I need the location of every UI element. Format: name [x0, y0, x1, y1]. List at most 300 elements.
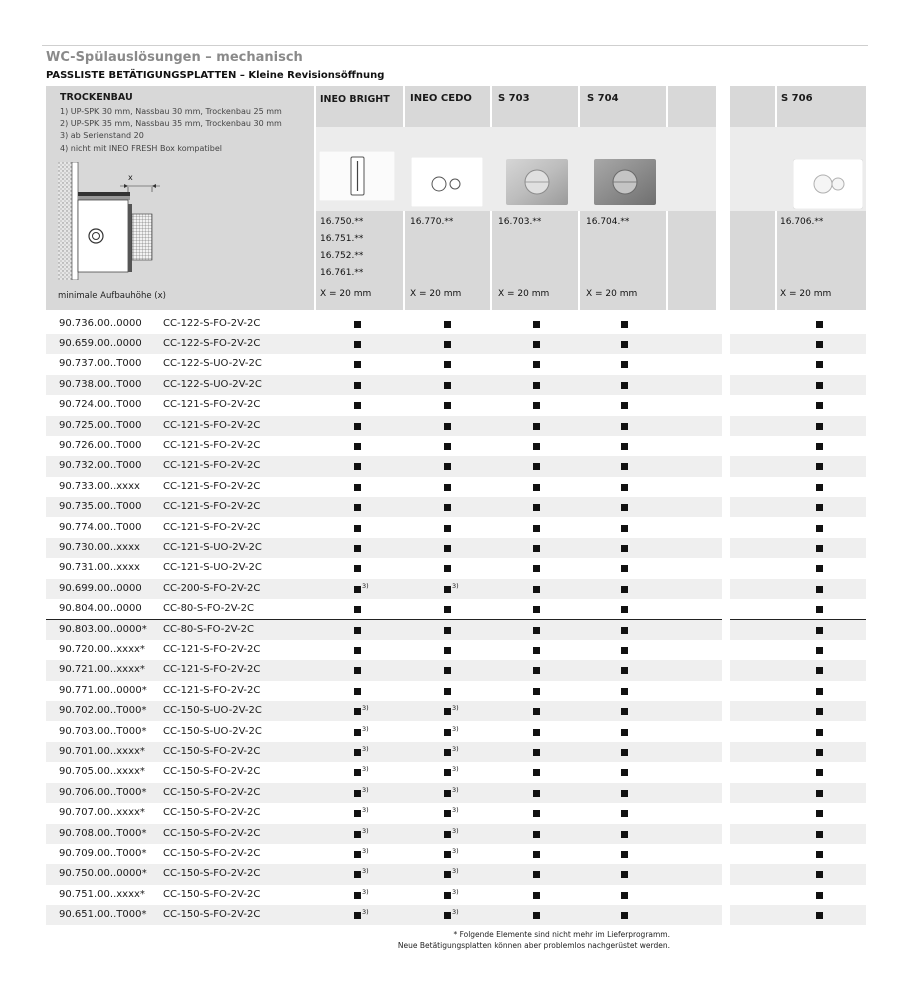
note-1: 1) UP-SPK 30 mm, Nassbau 30 mm, Trockenbau 25 mm [60, 107, 282, 116]
compatible-mark [816, 912, 823, 919]
compatible-mark [621, 912, 628, 919]
compatible-mark [533, 688, 540, 695]
compatible-mark [533, 729, 540, 736]
compatible-mark [816, 627, 823, 634]
compatible-mark [533, 382, 540, 389]
compatible-mark [816, 341, 823, 348]
compatible-mark [354, 627, 361, 634]
footnote-3-marker: 3) [452, 785, 459, 794]
element-type: CC-150-S-UO-2V-2C [163, 705, 262, 717]
compatible-mark [621, 627, 628, 634]
compatible-mark [444, 382, 451, 389]
code-line: 16.751.** [320, 234, 364, 244]
footnote-3-marker: 3) [452, 867, 459, 876]
footnote-3-marker: 3) [362, 581, 369, 590]
element-type: CC-80-S-FO-2V-2C [163, 603, 254, 615]
element-type: CC-121-S-FO-2V-2C [163, 501, 261, 513]
compatible-mark [533, 423, 540, 430]
compatible-mark [444, 831, 451, 838]
compatible-mark [621, 361, 628, 368]
compatible-mark [621, 382, 628, 389]
compatible-mark [533, 484, 540, 491]
compatible-mark [816, 790, 823, 797]
element-type: CC-150-S-FO-2V-2C [163, 807, 261, 819]
table-row [46, 640, 866, 660]
compatible-mark [621, 484, 628, 491]
table-row [46, 375, 866, 395]
table-row [46, 803, 866, 823]
article-number: 90.724.00..T000 [59, 399, 142, 411]
compatible-mark [444, 341, 451, 348]
footnote-3-marker: 3) [362, 765, 369, 774]
compatible-mark [621, 790, 628, 797]
compatible-mark [354, 443, 361, 450]
compatible-mark [816, 831, 823, 838]
table-row [46, 660, 866, 680]
compatible-mark [444, 361, 451, 368]
article-number: 90.706.00..T000* [59, 786, 147, 798]
compatible-mark [444, 443, 451, 450]
compatible-mark [354, 912, 361, 919]
article-number: 90.774.00..T000 [59, 521, 142, 533]
compatible-mark [621, 321, 628, 328]
compatible-mark [816, 504, 823, 511]
note-3: 3) ab Serienstand 20 [60, 131, 144, 140]
compatible-mark [354, 790, 361, 797]
compatible-mark [444, 729, 451, 736]
image-band [316, 127, 866, 211]
page-subtitle: PASSLISTE BETÄTIGUNGSPLATTEN – Kleine Revisionsöffnung [46, 70, 385, 81]
xvalue-ineo-bright: X = 20 mm [320, 289, 372, 299]
article-number: 90.730.00..xxxx [59, 541, 140, 553]
article-number: 90.659.00..0000 [59, 337, 142, 349]
compatible-mark [621, 708, 628, 715]
chrome-plate-icon [506, 159, 568, 205]
article-number: 90.725.00..T000 [59, 419, 142, 431]
element-type: CC-122-S-UO-2V-2C [163, 358, 262, 370]
compatible-mark [816, 484, 823, 491]
compatible-mark [621, 545, 628, 552]
article-number: 90.699.00..0000 [59, 582, 142, 594]
element-type: CC-121-S-FO-2V-2C [163, 439, 261, 451]
footnote-3-marker: 3) [452, 887, 459, 896]
compatible-mark [816, 708, 823, 715]
codes-ineo-bright [320, 214, 363, 282]
compatible-mark [621, 341, 628, 348]
compatible-mark [444, 525, 451, 532]
compatible-mark [533, 525, 540, 532]
element-type: CC-122-S-UO-2V-2C [163, 378, 262, 390]
xvalue-s704: X = 20 mm [586, 289, 638, 299]
table-row [46, 599, 866, 619]
table-row [46, 354, 866, 374]
element-type: CC-121-S-FO-2V-2C [163, 419, 261, 431]
compatible-mark [621, 851, 628, 858]
min-height-label: minimale Aufbauhöhe (x) [58, 291, 166, 301]
footnote-3-marker: 3) [362, 785, 369, 794]
compatible-mark [621, 606, 628, 613]
compatible-mark [816, 892, 823, 899]
dark-chrome-plate-icon [594, 159, 656, 205]
table-row [46, 762, 866, 782]
table-row [46, 314, 866, 334]
element-type: CC-121-S-UO-2V-2C [163, 562, 262, 574]
compatible-mark [354, 892, 361, 899]
table-row [46, 497, 866, 517]
element-type: CC-200-S-FO-2V-2C [163, 582, 261, 594]
element-type: CC-121-S-FO-2V-2C [163, 684, 261, 696]
footnote-3-marker: 3) [452, 581, 459, 590]
compatible-mark [444, 708, 451, 715]
installation-diagram [58, 162, 168, 280]
element-type: CC-121-S-FO-2V-2C [163, 399, 261, 411]
footnote-3-marker: 3) [362, 806, 369, 815]
element-type: CC-80-S-FO-2V-2C [163, 623, 254, 635]
article-number: 90.735.00..T000 [59, 501, 142, 513]
table-row [46, 905, 866, 925]
footnote-3-marker: 3) [362, 724, 369, 733]
table-row [46, 701, 866, 721]
compatible-mark [816, 545, 823, 552]
compatible-mark [444, 688, 451, 695]
compatible-mark [621, 565, 628, 572]
compatible-mark [621, 892, 628, 899]
compatible-mark [816, 647, 823, 654]
codes-ineo-cedo: 16.770.** [410, 217, 454, 227]
compatible-mark [816, 769, 823, 776]
page-title: WC-Spülauslösungen – mechanisch [46, 50, 303, 65]
compatible-mark [533, 647, 540, 654]
footnote-3-marker: 3) [362, 887, 369, 896]
compatible-mark [533, 627, 540, 634]
footnote-3-marker: 3) [362, 908, 369, 917]
xvalue-s703: X = 20 mm [498, 289, 550, 299]
compatible-mark [533, 892, 540, 899]
compatible-mark [533, 871, 540, 878]
compatible-mark [816, 463, 823, 470]
article-number: 90.736.00..0000 [59, 317, 142, 329]
trockenbau-heading: TROCKENBAU [60, 92, 133, 103]
article-number: 90.721.00..xxxx* [59, 664, 145, 676]
footer-line-1: * Folgende Elemente sind nicht mehr im Lieferprogramm. [453, 930, 670, 939]
code-line: 16.750.** [320, 217, 364, 227]
compatible-mark [444, 647, 451, 654]
article-number: 90.707.00..xxxx* [59, 807, 145, 819]
compatible-mark [621, 769, 628, 776]
element-type: CC-121-S-FO-2V-2C [163, 460, 261, 472]
rectangular-plate-icon [319, 151, 395, 201]
compatible-mark [533, 321, 540, 328]
article-number: 90.731.00..xxxx [59, 562, 140, 574]
footnote-3-marker: 3) [362, 846, 369, 855]
compatible-mark [354, 504, 361, 511]
element-type: CC-150-S-FO-2V-2C [163, 766, 261, 778]
article-number: 90.751.00..xxxx* [59, 888, 145, 900]
codes-s704: 16.704.** [586, 217, 630, 227]
compatible-mark [444, 321, 451, 328]
compatible-mark [354, 667, 361, 674]
element-type: CC-150-S-FO-2V-2C [163, 888, 261, 900]
table-row [46, 477, 866, 497]
compatible-mark [354, 871, 361, 878]
compatible-mark [444, 423, 451, 430]
compatible-mark [816, 810, 823, 817]
compatible-mark [354, 423, 361, 430]
codes-s703: 16.703.** [498, 217, 542, 227]
white-round-plate-icon [793, 159, 863, 209]
note-2: 2) UP-SPK 35 mm, Nassbau 35 mm, Trockenbau 30 mm [60, 119, 282, 128]
compatible-mark [444, 667, 451, 674]
compatible-mark [533, 606, 540, 613]
table-row [46, 783, 866, 803]
table-row [46, 620, 866, 640]
compatible-mark [533, 912, 540, 919]
element-type: CC-121-S-FO-2V-2C [163, 664, 261, 676]
article-number: 90.732.00..T000 [59, 460, 142, 472]
compatible-mark [444, 484, 451, 491]
article-number: 90.737.00..T000 [59, 358, 142, 370]
compatible-mark [354, 606, 361, 613]
compatible-mark [354, 321, 361, 328]
compatible-mark [354, 525, 361, 532]
xvalue-ineo-cedo: X = 20 mm [410, 289, 462, 299]
top-rule [42, 45, 868, 46]
compatible-mark [533, 361, 540, 368]
table-row [46, 824, 866, 844]
table-row [46, 334, 866, 354]
table-row [46, 742, 866, 762]
compatible-mark [533, 769, 540, 776]
compatible-mark [816, 402, 823, 409]
compatible-mark [354, 729, 361, 736]
compatible-mark [354, 484, 361, 491]
element-type: CC-150-S-FO-2V-2C [163, 745, 261, 757]
compatible-mark [444, 892, 451, 899]
compatible-mark [621, 810, 628, 817]
compatible-mark [533, 565, 540, 572]
table-row [46, 885, 866, 905]
compatible-mark [621, 586, 628, 593]
compatible-mark [816, 749, 823, 756]
compatible-mark [621, 647, 628, 654]
table-row [46, 416, 866, 436]
compatible-mark [816, 871, 823, 878]
compatible-mark [354, 688, 361, 695]
compatible-mark [444, 463, 451, 470]
compatible-mark [533, 749, 540, 756]
compatible-mark [354, 769, 361, 776]
footnote-3-marker: 3) [452, 724, 459, 733]
compatible-mark [816, 688, 823, 695]
product-name-ineo-bright: INEO BRIGHT [320, 94, 390, 105]
element-type: CC-121-S-FO-2V-2C [163, 643, 261, 655]
compatible-mark [444, 810, 451, 817]
compatible-mark [621, 688, 628, 695]
footnote-3-marker: 3) [452, 765, 459, 774]
article-number: 90.703.00..T000* [59, 725, 147, 737]
column-gap [722, 86, 730, 926]
compatible-mark [533, 790, 540, 797]
table-row [46, 579, 866, 599]
element-type: CC-122-S-FO-2V-2C [163, 337, 261, 349]
footer-line-2: Neue Betätigungsplatten können aber problemlos nachgerüstet werden. [397, 941, 670, 950]
article-number: 90.708.00..T000* [59, 827, 147, 839]
compatible-mark [816, 382, 823, 389]
compatible-mark [444, 545, 451, 552]
compatible-mark [533, 708, 540, 715]
compatible-mark [354, 545, 361, 552]
two-button-plate-icon [411, 157, 483, 207]
compatible-mark [354, 831, 361, 838]
compatible-mark [816, 423, 823, 430]
table-row [46, 436, 866, 456]
element-type: CC-150-S-FO-2V-2C [163, 847, 261, 859]
compatible-mark [444, 504, 451, 511]
compatible-mark [354, 463, 361, 470]
article-number: 90.738.00..T000 [59, 378, 142, 390]
compatible-mark [816, 525, 823, 532]
element-type: CC-150-S-UO-2V-2C [163, 725, 262, 737]
compatible-mark [533, 504, 540, 511]
article-number: 90.720.00..xxxx* [59, 643, 145, 655]
article-number: 90.651.00..T000* [59, 909, 147, 921]
compatible-mark [621, 504, 628, 511]
compatible-mark [816, 565, 823, 572]
compatible-mark [621, 402, 628, 409]
compatible-mark [354, 586, 361, 593]
xvalue-s706: X = 20 mm [780, 289, 832, 299]
compatible-mark [354, 749, 361, 756]
article-number: 90.705.00..xxxx* [59, 766, 145, 778]
article-number: 90.701.00..xxxx* [59, 745, 145, 757]
footnote-3-marker: 3) [452, 806, 459, 815]
compatible-mark [533, 341, 540, 348]
compatible-mark [444, 627, 451, 634]
element-type: CC-150-S-FO-2V-2C [163, 868, 261, 880]
compatible-mark [533, 586, 540, 593]
footnote-3-marker: 3) [452, 704, 459, 713]
element-type: CC-150-S-FO-2V-2C [163, 827, 261, 839]
compatible-mark [444, 565, 451, 572]
code-line: 16.752.** [320, 251, 364, 261]
compatible-mark [533, 443, 540, 450]
compatible-mark [533, 831, 540, 838]
compatible-mark [621, 463, 628, 470]
compatible-mark [621, 525, 628, 532]
compatible-mark [533, 402, 540, 409]
article-number: 90.709.00..T000* [59, 847, 147, 859]
compatible-mark [816, 729, 823, 736]
code-line: 16.761.** [320, 268, 364, 278]
compatible-mark [444, 749, 451, 756]
table-row [46, 518, 866, 538]
compatible-mark [444, 586, 451, 593]
compatible-mark [354, 565, 361, 572]
compatible-mark [444, 912, 451, 919]
compatible-mark [533, 463, 540, 470]
compatible-mark [816, 586, 823, 593]
footer-note [398, 929, 670, 951]
footnote-3-marker: 3) [452, 908, 459, 917]
compatible-mark [816, 851, 823, 858]
compatible-mark [621, 729, 628, 736]
codes-s706: 16.706.** [780, 217, 824, 227]
footnote-3-marker: 3) [452, 744, 459, 753]
compatible-mark [354, 708, 361, 715]
footnote-3-marker: 3) [362, 867, 369, 876]
compatible-mark [444, 851, 451, 858]
article-number: 90.804.00..0000 [59, 603, 142, 615]
element-type: CC-122-S-FO-2V-2C [163, 317, 261, 329]
article-number: 90.771.00..0000* [59, 684, 147, 696]
article-number: 90.750.00..0000* [59, 868, 147, 880]
compatible-mark [621, 831, 628, 838]
compatible-mark [444, 606, 451, 613]
product-name-ineo-cedo: INEO CEDO [410, 93, 472, 104]
element-type: CC-121-S-UO-2V-2C [163, 541, 262, 553]
footnote-3-marker: 3) [362, 826, 369, 835]
compatible-mark [354, 402, 361, 409]
compatible-mark [533, 810, 540, 817]
article-number: 90.726.00..T000 [59, 439, 142, 451]
table-row [46, 722, 866, 742]
compatible-mark [444, 402, 451, 409]
product-name-s703: S 703 [498, 93, 530, 104]
footnote-3-marker: 3) [452, 846, 459, 855]
compatible-mark [354, 361, 361, 368]
section-divider [46, 619, 866, 620]
compatible-mark [816, 361, 823, 368]
table-row [46, 558, 866, 578]
product-name-s704: S 704 [587, 93, 619, 104]
compatible-mark [444, 790, 451, 797]
compatible-mark [354, 851, 361, 858]
compatible-mark [816, 667, 823, 674]
compatible-mark [444, 871, 451, 878]
compatible-mark [533, 545, 540, 552]
compatible-mark [533, 667, 540, 674]
compatible-mark [621, 871, 628, 878]
footnote-3-marker: 3) [362, 744, 369, 753]
table-row [46, 456, 866, 476]
compatible-mark [354, 341, 361, 348]
compatible-mark [621, 423, 628, 430]
compatible-mark [444, 769, 451, 776]
diagram-x-label: x [128, 173, 133, 182]
compatible-mark [533, 851, 540, 858]
footnote-3-marker: 3) [452, 826, 459, 835]
compatible-mark [816, 321, 823, 328]
element-type: CC-121-S-FO-2V-2C [163, 480, 261, 492]
element-type: CC-121-S-FO-2V-2C [163, 521, 261, 533]
article-number: 90.733.00..xxxx [59, 480, 140, 492]
article-number: 90.803.00..0000* [59, 623, 147, 635]
compatible-mark [354, 382, 361, 389]
compatible-mark [621, 443, 628, 450]
compatible-mark [621, 667, 628, 674]
table-row [46, 681, 866, 701]
table-row [46, 864, 866, 884]
compatible-mark [816, 443, 823, 450]
element-type: CC-150-S-FO-2V-2C [163, 909, 261, 921]
compatible-mark [621, 749, 628, 756]
footnote-3-marker: 3) [362, 704, 369, 713]
note-4: 4) nicht mit INEO FRESH Box kompatibel [60, 144, 222, 153]
compatible-mark [354, 647, 361, 654]
element-type: CC-150-S-FO-2V-2C [163, 786, 261, 798]
table-row [46, 538, 866, 558]
table-row [46, 395, 866, 415]
